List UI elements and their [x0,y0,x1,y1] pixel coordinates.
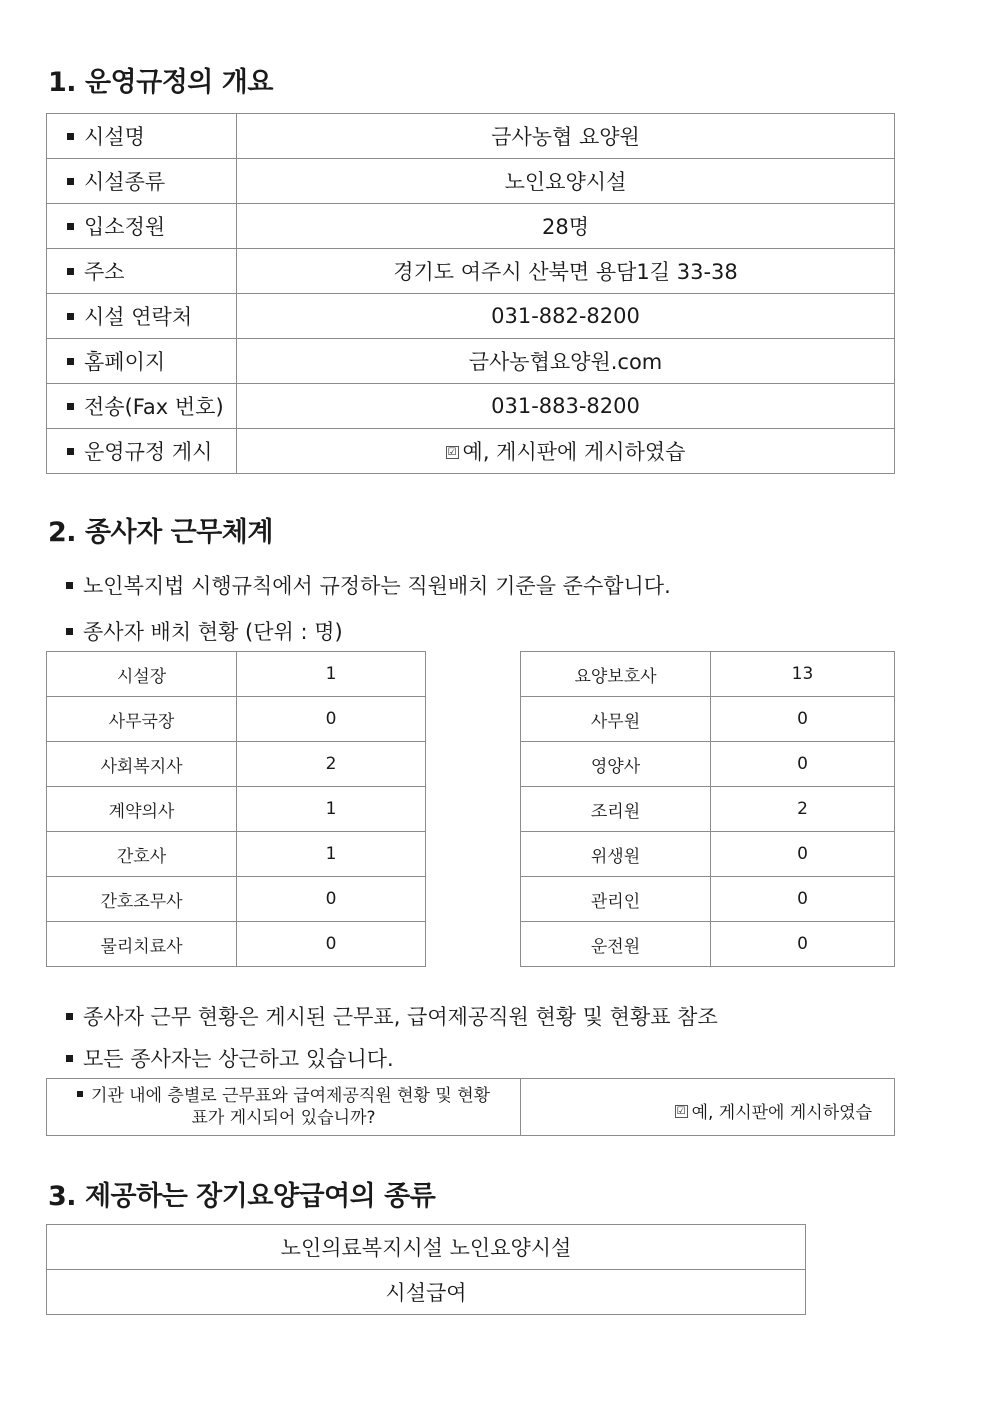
table-row [47,294,895,339]
count-cell: 0 [237,697,426,742]
section2-title: 2. 종사자 근무체계 [48,517,273,548]
count-cell: 2 [237,742,426,787]
count-cell: 1 [237,652,426,697]
section3-title: 3. 제공하는 장기요양급여의 종류 [48,1181,436,1212]
role-cell: 사무원 [521,697,711,742]
table-row [521,877,895,922]
table-row [47,429,895,474]
table-row [47,787,426,832]
count-cell: 0 [237,922,426,967]
value-cell: 031-882-8200 [237,294,895,339]
table-row [47,742,426,787]
facility-info-table [46,113,895,474]
checkbox-checked-icon: ☑ [675,1105,688,1118]
role-cell: 간호조무사 [47,877,237,922]
bullet-icon [67,448,74,455]
bullet-icon [67,223,74,230]
count-cell: 0 [711,697,895,742]
value-cell: 금사농협 요양원 [237,114,895,159]
count-cell: 0 [711,742,895,787]
count-cell: 0 [711,922,895,967]
care-benefit-table [46,1224,806,1315]
table-row [47,652,426,697]
count-cell: 2 [711,787,895,832]
checkbox-checked-icon: ☑ [446,446,459,459]
table-row [521,742,895,787]
label-cell: 시설종류 [47,159,237,204]
role-cell: 영양사 [521,742,711,787]
benefit-cell: 시설급여 [47,1270,806,1315]
posting-question-table [46,1078,895,1136]
bullet-icon [67,403,74,410]
value-cell: 노인요양시설 [237,159,895,204]
bullet-icon [77,1091,83,1097]
role-cell: 사회복지사 [47,742,237,787]
value-cell: 28명 [237,204,895,249]
bullet-icon [66,1013,73,1020]
role-cell: 운전원 [521,922,711,967]
table-row [47,339,895,384]
label-cell: 시설 연락처 [47,294,237,339]
bullet-icon [66,628,73,635]
bullet-icon [66,1055,73,1062]
bullet-text: 노인복지법 시행규칙에서 규정하는 직원배치 기준을 준수합니다. [66,570,671,600]
bullet-icon [66,582,73,589]
role-cell: 관리인 [521,877,711,922]
role-cell: 위생원 [521,832,711,877]
label-cell: 전송(Fax 번호) [47,384,237,429]
role-cell: 사무국장 [47,697,237,742]
staff-table-right [520,651,895,967]
bullet-icon [67,178,74,185]
role-cell: 간호사 [47,832,237,877]
role-cell: 계약의사 [47,787,237,832]
count-cell: 1 [237,832,426,877]
count-cell: 0 [237,877,426,922]
count-cell: 0 [711,832,895,877]
table-row [47,204,895,249]
table-row [521,652,895,697]
value-cell: 금사농협요양원.com [237,339,895,384]
answer-cell: ☑ 예, 게시판에 게시하였습 [521,1079,895,1136]
label-cell: 주소 [47,249,237,294]
role-cell: 조리원 [521,787,711,832]
count-cell: 13 [711,652,895,697]
benefit-cell: 노인의료복지시설 노인요양시설 [47,1225,806,1270]
role-cell: 요양보호사 [521,652,711,697]
label-cell: 홈페이지 [47,339,237,384]
table-row [47,114,895,159]
bullet-icon [67,133,74,140]
section1-title: 1. 운영규정의 개요 [48,67,273,98]
question-cell: 기관 내에 층별로 근무표와 급여제공직원 현황 및 현황 표가 게시되어 있습니까? [47,1079,521,1136]
bullet-text: 모든 종사자는 상근하고 있습니다. [66,1043,394,1073]
posting-value-cell: ☑ 예, 게시판에 게시하였습 [237,429,895,474]
table-row [47,384,895,429]
bullet-icon [67,313,74,320]
count-cell: 0 [711,877,895,922]
table-row [521,832,895,877]
bullet-text: 종사자 근무 현황은 게시된 근무표, 급여제공직원 현황 및 현황표 참조 [66,1001,718,1031]
label-cell: 운영규정 게시 [47,429,237,474]
staff-table-left [46,651,426,967]
table-row [47,877,426,922]
bullet-icon [67,358,74,365]
role-cell: 시설장 [47,652,237,697]
table-row [47,922,426,967]
table-row [521,697,895,742]
count-cell: 1 [237,787,426,832]
table-row [47,1225,806,1270]
table-row [47,832,426,877]
label-cell: 시설명 [47,114,237,159]
table-row [521,922,895,967]
label-cell: 입소정원 [47,204,237,249]
role-cell: 물리치료사 [47,922,237,967]
value-cell: 경기도 여주시 산북면 용담1길 33-38 [237,249,895,294]
table-row [47,159,895,204]
value-cell: 031-883-8200 [237,384,895,429]
table-row [47,249,895,294]
table-row [47,1079,895,1136]
table-row [47,1270,806,1315]
bullet-icon [67,268,74,275]
table-row [47,697,426,742]
bullet-text: 종사자 배치 현황 (단위 : 명) [66,616,343,646]
table-row [521,787,895,832]
